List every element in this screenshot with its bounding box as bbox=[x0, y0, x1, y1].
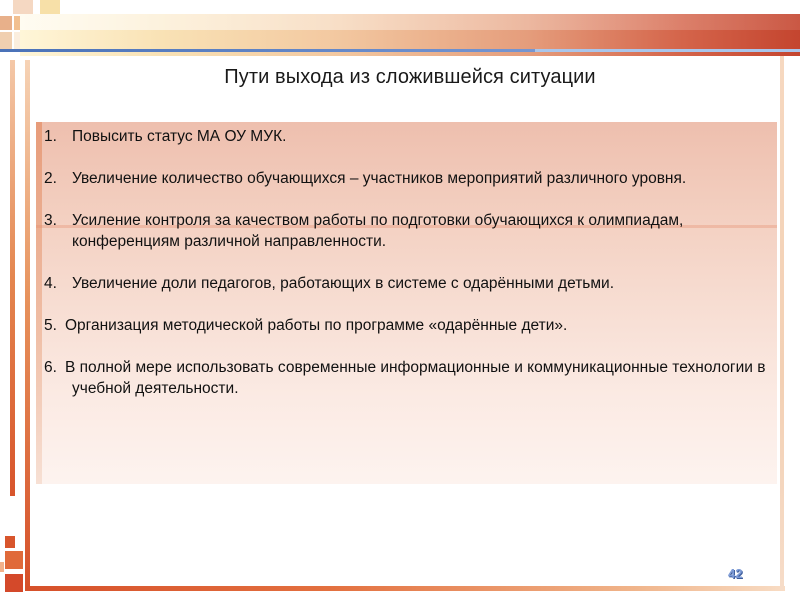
action-list bbox=[44, 126, 769, 420]
list-item-number: 4. bbox=[44, 275, 57, 292]
decor-square bbox=[13, 0, 33, 14]
header-band-highlight bbox=[20, 14, 800, 30]
list-item-text: В полной мере использовать современные информационные и коммуникационные технологии в учебной деятельности. bbox=[65, 359, 766, 397]
frame-left-outer bbox=[10, 60, 15, 496]
list-item bbox=[44, 315, 769, 336]
list-item-text: Увеличение количество обучающихся – участников мероприятий различного уровня. bbox=[72, 170, 687, 187]
list-item bbox=[44, 168, 769, 189]
header-divider-line-light bbox=[535, 49, 800, 52]
content-panel-strip bbox=[36, 122, 42, 484]
list-item-number: 2. bbox=[44, 170, 57, 187]
decor-square bbox=[0, 16, 12, 30]
list-item-text: Повысить статус МА ОУ МУК. bbox=[72, 128, 287, 145]
list-item bbox=[44, 357, 769, 399]
list-item bbox=[44, 273, 769, 294]
list-item-number: 1. bbox=[44, 128, 57, 145]
frame-bottom bbox=[25, 586, 785, 591]
list-item-text: Увеличение доли педагогов, работающих в системе с одарёнными детьми. bbox=[72, 275, 615, 292]
page-number: 42 bbox=[728, 566, 743, 581]
slide-title: Пути выхода из сложившейся ситуации bbox=[224, 66, 596, 88]
decor-square bbox=[5, 536, 15, 548]
list-item bbox=[44, 126, 769, 147]
frame-left-inner bbox=[25, 60, 30, 590]
decor-square bbox=[0, 32, 12, 50]
decor-square bbox=[5, 551, 23, 569]
decor-square bbox=[5, 574, 23, 592]
list-item-text: Усиление контроля за качеством работы по подготовки обучающихся к олимпиадам, конференциям различной направленности. bbox=[72, 212, 684, 250]
frame-right bbox=[780, 56, 784, 590]
list-item-number: 3. bbox=[44, 212, 57, 229]
list-item-number: 6. bbox=[44, 359, 57, 376]
list-item bbox=[44, 210, 769, 252]
decor-square bbox=[0, 562, 4, 572]
list-item-number: 5. bbox=[44, 317, 57, 334]
decor-square bbox=[40, 0, 60, 14]
list-item-text: Организация методической работы по программе «одарённые дети». bbox=[65, 317, 568, 334]
